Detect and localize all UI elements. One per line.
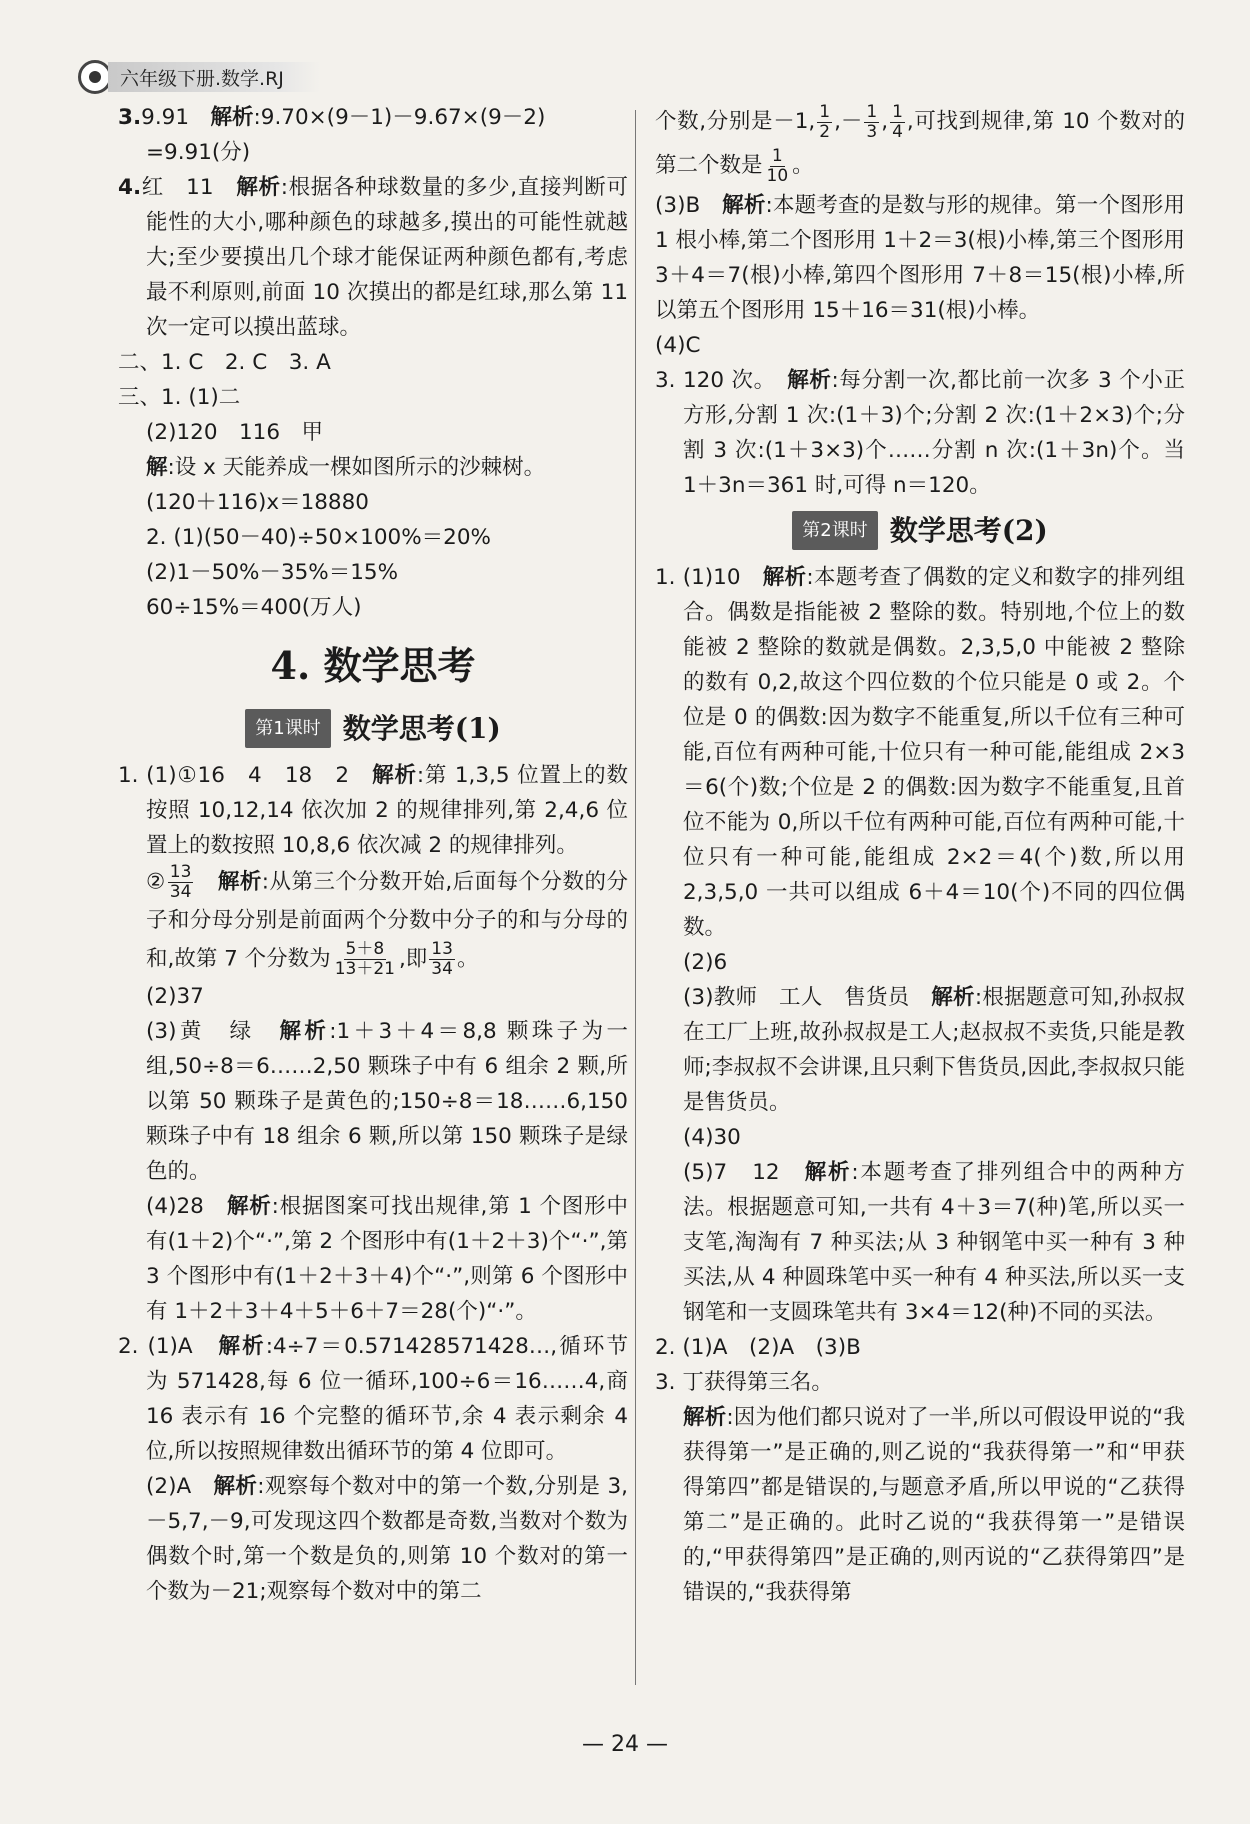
- section-3-equation: (120＋116)x＝18880: [146, 490, 369, 515]
- left-column: [118, 100, 628, 1609]
- lesson-2-heading: [655, 511, 1185, 550]
- answer-3: 3.9.91 解析:9.70×(9－1)－9.67×(9－2): [118, 105, 546, 130]
- lesson2-q1-2: (2)6: [683, 950, 728, 975]
- header-title: 六年级下册.数学.RJ: [108, 62, 320, 92]
- section-3-q2-3: 60÷15%＝400(万人): [146, 595, 362, 620]
- fraction: $\frac{1}{2}$: [819, 101, 831, 142]
- lesson-badge: 第1课时: [245, 709, 330, 748]
- lesson1-q3: 3. 120 次。 解析:每分割一次,都比前一次多 3 个小正方形,分割 1 次:(1＋3)个;分割 2 次:(1＋2×3)个;分割 3 次:(1＋3×3)个……分割 n 次:(1＋3n)个。当 1＋3n＝361 时,可得 n＝120。: [655, 368, 1185, 498]
- section-3-q1: 三、1. (1)二: [118, 385, 241, 410]
- section-3-q2-2: (2)1－50%－35%＝15%: [146, 560, 398, 585]
- fraction: $\frac{1}{4}$: [892, 101, 903, 142]
- lesson1-q1-3: (2)37: [146, 984, 204, 1009]
- lesson2-q1-4: (4)30: [683, 1125, 741, 1150]
- fraction: $\frac{5+8}{13+21}$: [334, 939, 395, 979]
- page-header: [78, 58, 368, 96]
- lesson2-q1: 1. (1)10 解析:本题考查了偶数的定义和数字的排列组合。偶数是指能被 2 整除的数。特别地,个位上的数能被 2 整除的数就是偶数。2,3,5,0 中能被 2 整除的数有 0,2,故这个四位数的个位只能是 0 或 2。个位是 0 的偶数:因为数字不能重复,所以千位有三种可能,百位有两种可能,十位只有一种可能,能组成 2×3＝6(个)数;个位是 2 的偶数:因为数字不能重复,且首位不能为 0,所以千位有两种可能,百位有两种可能,十位只有一种可能,能组成 2×2＝4(个)数,所以用 2,3,5,0 一共可以组成 6＋4＝10(个)不同的四位偶数。: [655, 565, 1185, 940]
- lesson1-q2-2: (2)A 解析:观察每个数对中的第一个数,分别是 3,－5,7,－9,可发现这四个数都是奇数,当数对个数为偶数个时,第一个数是负的,则第 10 个数对的第一个数为－21;观察每个数对中的第二: [146, 1474, 628, 1604]
- lesson-title: 数学思考(2): [889, 514, 1048, 547]
- lesson1-q2-2-cont: 个数,分别是－1, $\frac{1}{2}$ ,－ $\frac{1}{3}$ , $\frac{1}{4}$ ,可找到规律,第 10 个数对的第二个数是 $\frac{1}{10}$ 。: [655, 101, 1185, 186]
- lesson2-q1-5: (5)7 12 解析:本题考查了排列组合中的两种方法。根据题意可知,一共有 4＋3＝7(种)笔,所以买一支笔,淘淘有 7 种买法;从 3 种钢笔中买一种有 3 种买法,从 4 种圆珠笔中买一种有 4 种买法,所以买一支钢笔和一支圆珠笔共有 3×4＝12(种)不同的买法。: [683, 1160, 1185, 1325]
- lesson1-q1-2: ② $\frac{13}{34}$ 解析:从第三个分数开始,后面每个分数的分子和分母分别是前面两个分数中分子的和与分母的和,故第 7 个分数为 $\frac{5+8}{13+21}$ ,即 $\frac{13}{34}$ 。: [146, 862, 628, 979]
- lesson1-q2: 2. (1)A 解析:4÷7＝0.571428571428…,循环节为 571428,每 6 位一循环,100÷6＝16……4,商 16 表示有 16 个完整的循环节,余 4 表示剩余 4 位,所以按照规律数出循环节的第 4 位即可。: [118, 1334, 628, 1464]
- right-column: [655, 100, 1185, 1610]
- lesson2-q1-3: (3)教师 工人 售货员 解析:根据题意可知,孙叔叔在工厂上班,故孙叔叔是工人;赵叔叔不卖货,只能是教师;李叔叔不会讲课,且只剩下售货员,因此,李叔叔只能是售货员。: [683, 985, 1185, 1115]
- fraction: $\frac{13}{34}$: [431, 939, 453, 979]
- fraction: $\frac{1}{3}$: [866, 101, 878, 142]
- lesson-badge: 第2课时: [792, 511, 877, 550]
- chapter-title: 4. 数学思考: [270, 643, 476, 688]
- section-3-q2: 2. (1)(50－40)÷50×100%＝20%: [146, 525, 491, 550]
- lesson1-q1-4: (3)黄 绿 解析:1＋3＋4＝8,8 颗珠子为一组,50÷8＝6……2,50 颗珠子中有 6 组余 2 颗,所以第 50 颗珠子是黄色的;150÷8＝18……6,150 颗珠子中有 18 组余 6 颗,所以第 150 颗珠子是绿色的。: [146, 1019, 628, 1184]
- fraction: $\frac{13}{34}$: [169, 862, 192, 902]
- lesson1-q2-3: (3)B 解析:本题考查的是数与形的规律。第一个图形用 1 根小棒,第二个图形用 1＋2＝3(根)小棒,第三个图形用 3＋4＝7(根)小棒,第四个图形用 7＋8＝15(根)小棒,所以第五个图形用 15＋16＝31(根)小棒。: [655, 193, 1185, 323]
- logo-icon: [78, 60, 112, 94]
- lesson1-q1: 1. (1)①16 4 18 2 解析:第 1,3,5 位置上的数按照 10,12,14 依次加 2 的规律排列,第 2,4,6 位置上的数按照 10,8,6 依次减 2 的规律排列。: [118, 763, 628, 858]
- answer-3-result: =9.91(分): [146, 140, 251, 165]
- column-divider: [635, 110, 636, 1685]
- section-2-answers: 二、1. C 2. C 3. A: [118, 350, 331, 375]
- lesson2-q3: 3. 丁获得第三名。: [655, 1370, 833, 1395]
- lesson1-q1-5: (4)28 解析:根据图案可找出规律,第 1 个图形中有(1＋2)个“·”,第 2 个图形中有(1＋2＋3)个“·”,第 3 个图形中有(1＋2＋3＋4)个“·”,则第 6 个图形中有 1＋2＋3＋4＋5＋6＋7＝28(个)“·”。: [146, 1194, 628, 1324]
- lesson1-q2-4: (4)C: [655, 333, 701, 358]
- lesson2-q2: 2. (1)A (2)A (3)B: [655, 1335, 861, 1360]
- fraction: $\frac{1}{10}$: [766, 145, 789, 186]
- answer-4: 4.红 11 解析:根据各种球数量的多少,直接判断可能性的大小,哪种颜色的球越多,摸出的可能性就越大;至少要摸出几个球才能保证两种颜色都有,考虑最不利原则,前面 10 次摸出的都是红球,那么第 11 次一定可以摸出蓝球。: [118, 175, 628, 340]
- lesson-1-heading: [118, 709, 628, 748]
- section-3-q1-2: (2)120 116 甲: [146, 420, 324, 445]
- lesson2-q3-analysis: 解析:因为他们都只说对了一半,所以可假设甲说的“我获得第一”是正确的,则乙说的“我获得第一”和“甲获得第四”都是错误的,与题意矛盾,所以甲说的“乙获得第二”是正确的。此时乙说的“我获得第一”是错误的,“甲获得第四”是正确的,则丙说的“乙获得第四”是错误的,“我获得第: [683, 1405, 1185, 1605]
- lesson-title: 数学思考(1): [342, 712, 501, 745]
- section-3-solution: 解:设 x 天能养成一棵如图所示的沙棘树。: [146, 455, 546, 480]
- page-number: — 24 —: [582, 1732, 668, 1757]
